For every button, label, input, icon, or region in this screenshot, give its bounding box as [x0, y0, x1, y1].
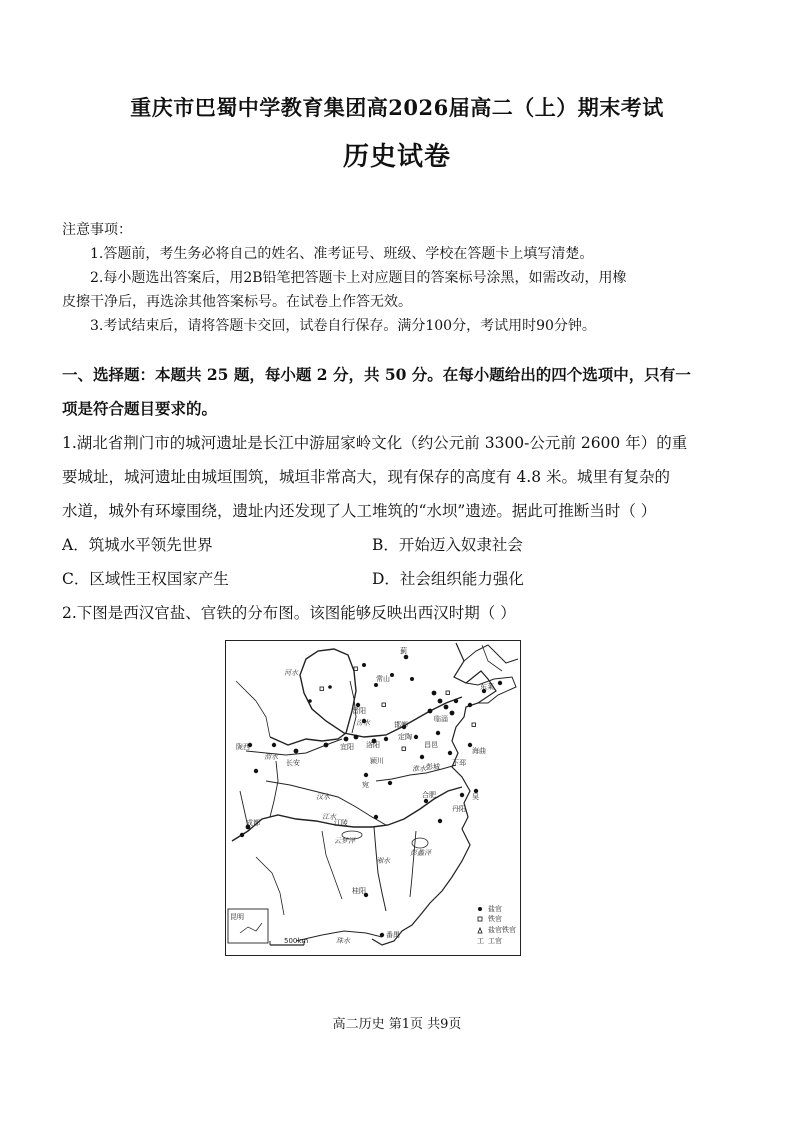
- scale-label: 500km: [284, 937, 309, 945]
- section-heading-line2: 项是符合题目要求的。: [62, 399, 218, 418]
- river-label-wei: 渭水: [264, 753, 278, 761]
- river-label-pengli: 彭蠡泽: [410, 849, 431, 857]
- q1-stem-line2: 要城址，城河遗址由城垣围筑，城垣非常高大，现有保存的高度有 4.8 米。城里有复杂的: [62, 468, 671, 486]
- notice-item-1: 1.答题前，考生务必将自己的姓名、准考证号、班级、学校在答题卡上填写清楚。: [90, 246, 594, 262]
- label-wan: 宛: [362, 781, 369, 789]
- river-label-huai: 淮水: [412, 765, 426, 773]
- q1-options-row2: [62, 562, 742, 596]
- q2-stem: 2.下图是西汉官盐、官铁的分布图。该图能够反映出西汉时期（ ）: [62, 604, 516, 622]
- label-guiyang: 桂阳: [352, 887, 366, 895]
- label-kunming: 昆明: [230, 913, 244, 921]
- label-linzi: 临淄: [434, 715, 448, 723]
- q1-options-row1: [62, 528, 742, 562]
- q1-stem-line3: 水道，城外有环壕围绕，遗址内还发现了人工堆筑的“水坝”遗迹。据此可推断当时（ ）: [62, 502, 657, 520]
- label-chengdu: 成都: [246, 819, 260, 827]
- label-dingtao: 定陶: [398, 733, 412, 741]
- q1-option-a[interactable]: A．筑城水平领先世界: [62, 536, 213, 554]
- question-area: [62, 358, 742, 630]
- label-yiyang: 宜阳: [340, 743, 354, 751]
- river-label-he: 河水: [284, 669, 298, 677]
- river-label-zhujiang: 珠水: [336, 937, 350, 945]
- exam-title: 重庆市巴蜀中学教育集团高2026届高二（上）期末考试: [130, 95, 664, 120]
- notice-item-2: 2.每小题选出答案后，用2B铅笔把答题卡上对应题目的答案标号涂黑，如需改动，用橡: [90, 270, 627, 286]
- label-xiapi: 下邳: [452, 759, 466, 767]
- label-changyi: 昌邑: [424, 741, 438, 749]
- river-label-jiang: 江水: [322, 813, 336, 821]
- label-panyu: 番禺: [386, 931, 400, 939]
- southwest-river: [256, 857, 284, 915]
- legend-workshop: 工官: [488, 937, 502, 945]
- q1-option-c[interactable]: C．区域性王权国家产生: [62, 570, 229, 588]
- label-wu: 吴: [472, 793, 479, 801]
- map-drawing: [226, 641, 519, 954]
- label-ji: 蓟: [400, 647, 407, 655]
- yellow-river: [270, 649, 462, 745]
- inset-coast: [240, 923, 262, 933]
- label-handan: 邯郸: [394, 721, 408, 729]
- legend-workshop-icon: 工: [477, 937, 484, 945]
- page-footer: 高二历史 第1页 共9页: [332, 1017, 462, 1032]
- label-luoyang: 洛阳: [366, 741, 380, 749]
- label-jiangling: 江陵: [334, 819, 348, 827]
- office-markers: [240, 655, 502, 937]
- label-jinyang: 晋阳: [352, 707, 366, 715]
- jialing-river: [270, 761, 278, 817]
- western-tributary: [236, 681, 270, 737]
- section-heading-line1: 一、选择题：本题共 25 题，每小题 2 分，共 50 分。在每小题给出的四个选项中，只有一: [62, 365, 691, 384]
- river-label-yunmeng: 云梦泽: [334, 837, 355, 845]
- q1-option-b[interactable]: B．开始迈入奴隶社会: [372, 536, 523, 554]
- river-label-han: 汉水: [316, 793, 330, 801]
- subject-title: 历史试卷: [342, 142, 451, 172]
- western-han-salt-iron-map: [225, 640, 521, 956]
- q1-option-d[interactable]: D．社会组织能力强化: [372, 570, 524, 588]
- notice-item-3: 3.考试结束后，请将答题卡交回，试卷自行保存。满分100分，考试用时90分钟。: [90, 318, 596, 334]
- river-label-fen: 汾水: [356, 719, 370, 727]
- label-changshan: 常山: [376, 675, 390, 683]
- river-label-xiang: 湘水: [376, 857, 390, 865]
- liaodong-coast: [464, 645, 518, 663]
- q1-stem-line1: 1.湖北省荆门市的城河遗址是长江中游屈家岭文化（约公元前 3300-公元前 2600 年）的重: [62, 434, 688, 452]
- label-yingchuan: 颍川: [370, 757, 384, 765]
- pengli-lake: [412, 838, 428, 848]
- wei-river: [246, 739, 342, 755]
- notice-item-2-cont: 皮擦干净后，再选涂其他答案标号。在试卷上作答无效。: [62, 294, 412, 310]
- label-haiqu: 海曲: [472, 747, 486, 755]
- legend-iron: 铁官: [488, 915, 502, 923]
- legend-salt: 盐官: [488, 905, 502, 913]
- map-legend: [477, 904, 516, 945]
- notice-block: [62, 218, 742, 338]
- legend-salt-iron: 盐官铁官: [488, 926, 516, 934]
- label-hefei: 合肥: [422, 791, 436, 799]
- label-longxi: 陇西: [236, 743, 250, 751]
- marker-dot: [404, 655, 409, 660]
- label-donglai: 东莱: [480, 683, 494, 691]
- label-changan: 长安: [286, 759, 300, 767]
- label-pengcheng: 彭城: [426, 763, 440, 771]
- label-danyang: 丹阳: [452, 805, 466, 813]
- xiang-river: [374, 827, 386, 911]
- notice-heading: 注意事项：: [62, 222, 132, 238]
